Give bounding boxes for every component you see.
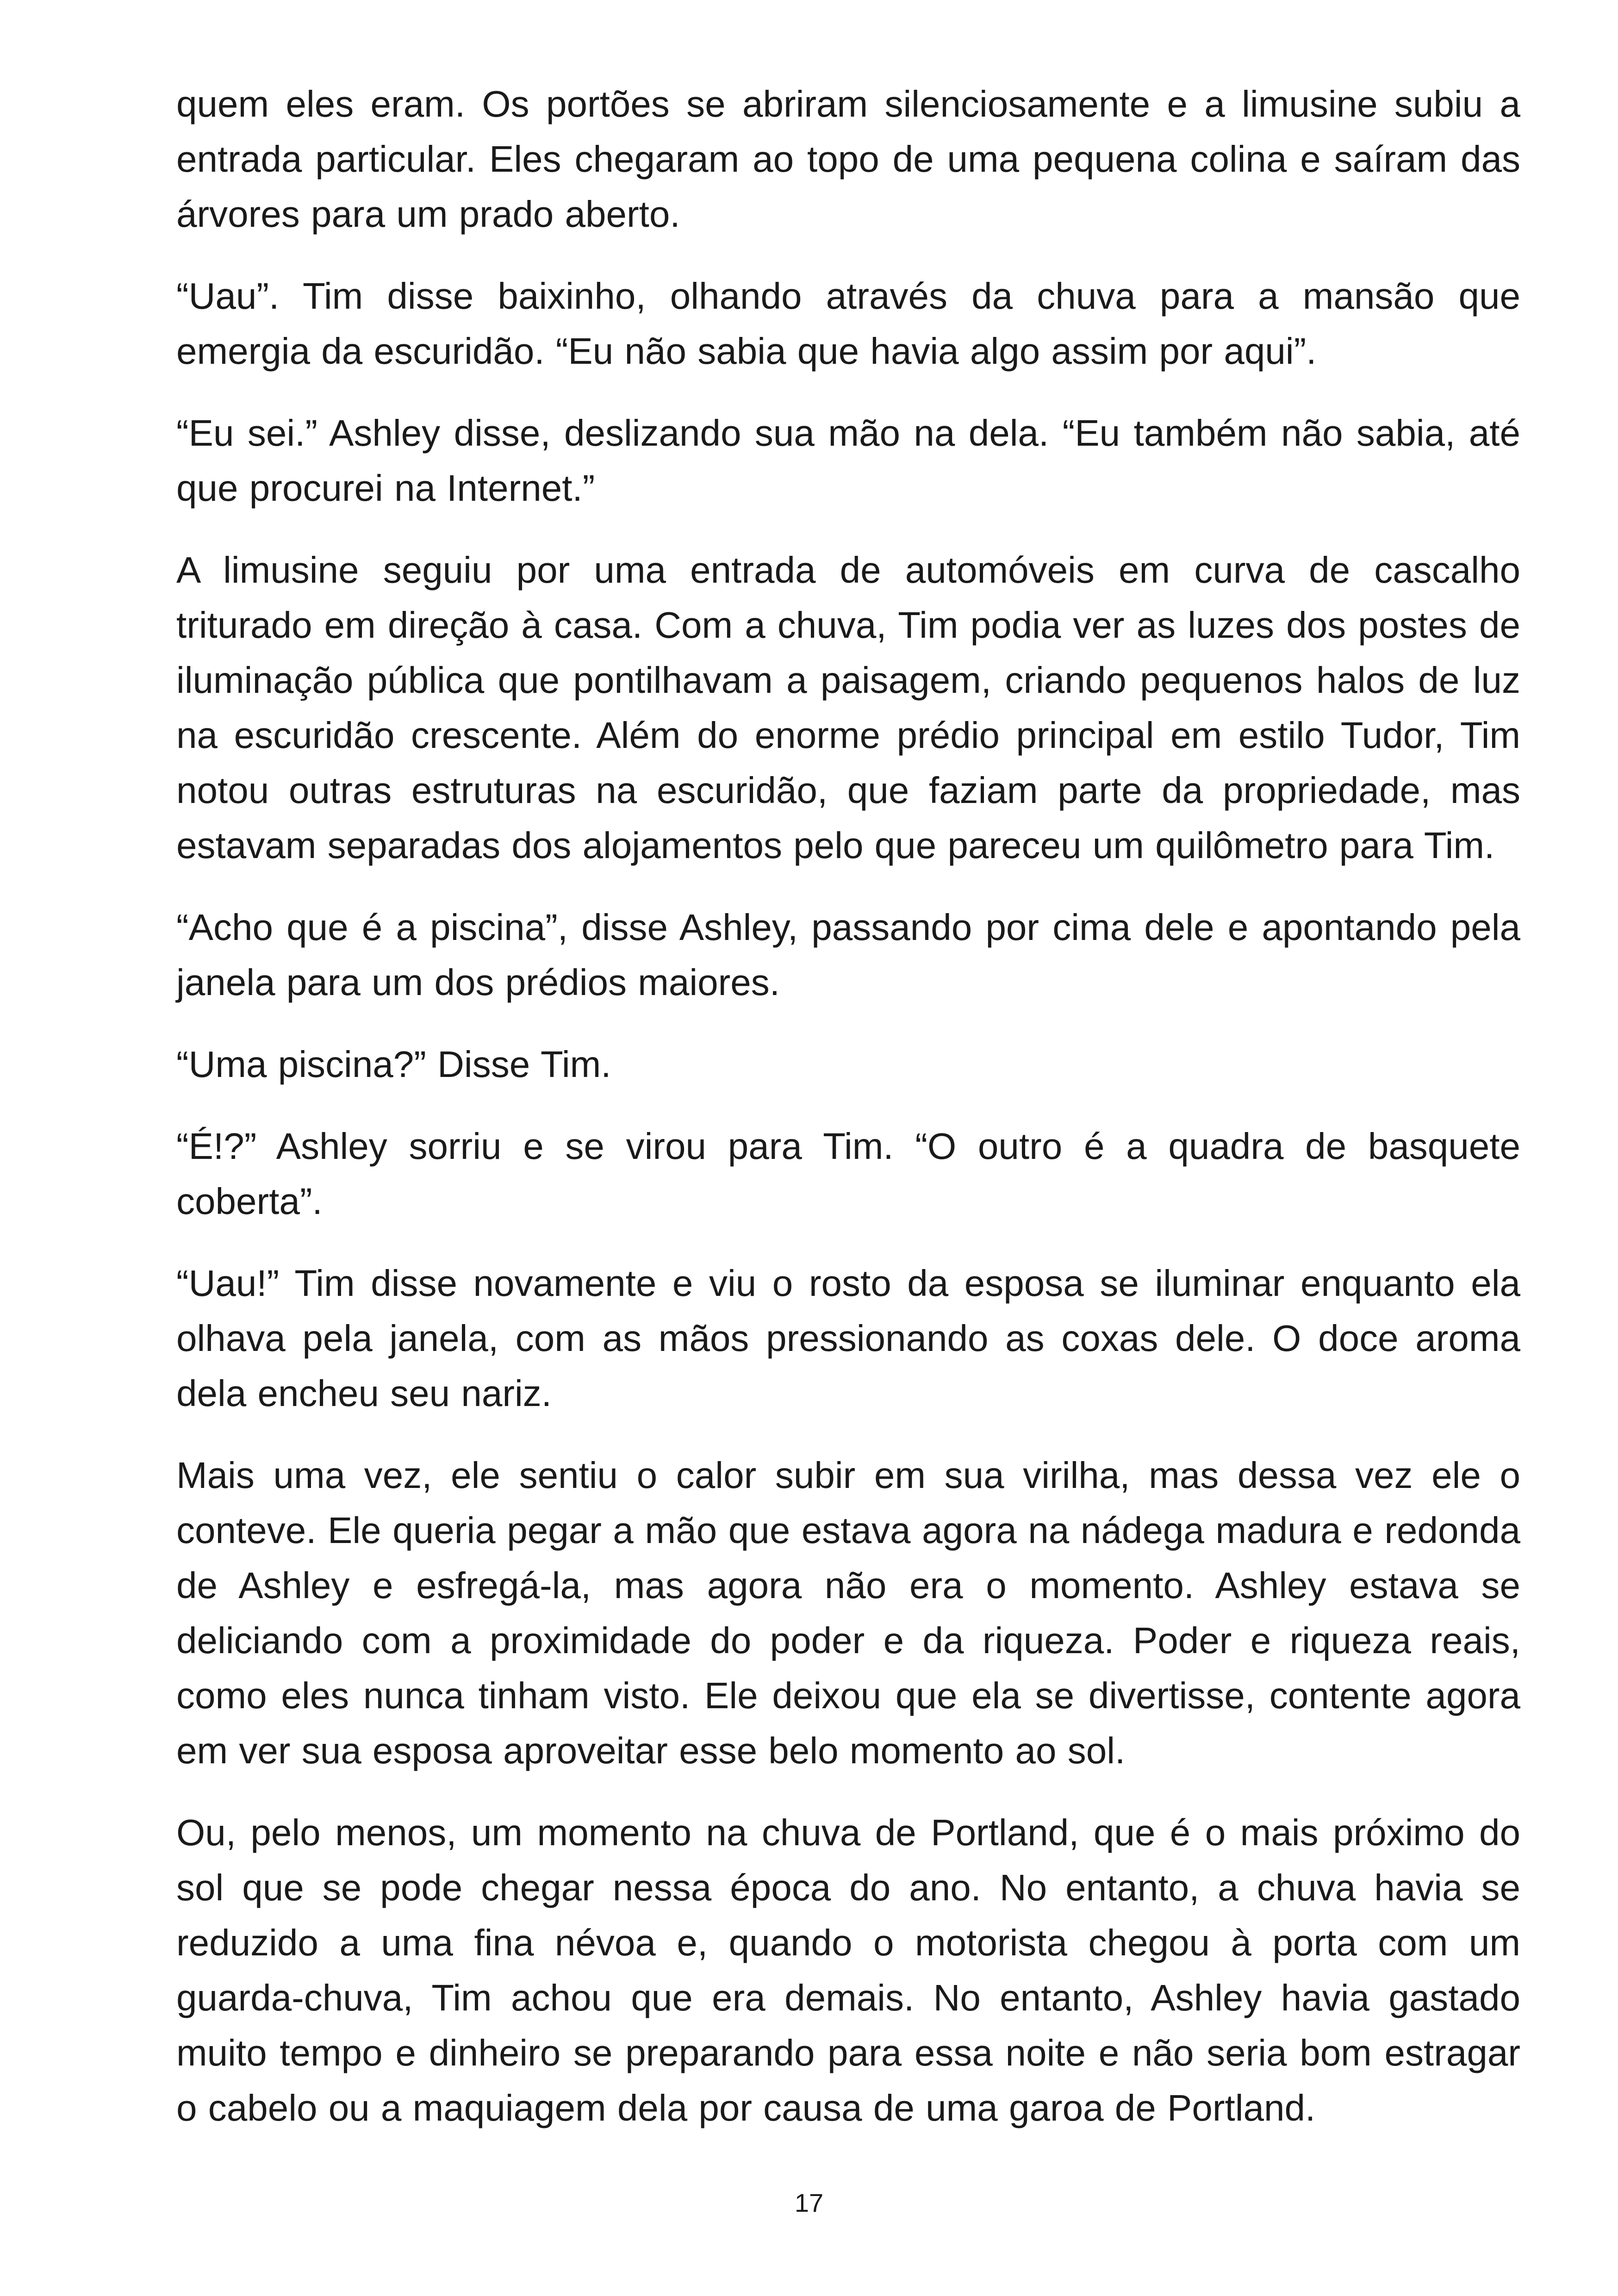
paragraph-1: quem eles eram. Os portões se abriram silenciosamente e a limusine subiu a entrada particular. Eles chegaram ao topo de uma pequena colina e saíram das árvores para um prado aberto. [176, 83, 1520, 235]
paragraph-8: “Uau!” Tim disse novamente e viu o rosto da esposa se iluminar enquanto ela olhava pela janela, com as mãos pressionando as coxas dele. O doce aroma dela encheu seu nariz. [176, 1263, 1520, 1414]
paragraph-10: Ou, pelo menos, um momento na chuva de Portland, que é o mais próximo do sol que se pode chegar nessa época do ano. No entanto, a chuva havia se reduzido a uma fina névoa e, quando o motorista chegou à porta com um guarda-chuva, Tim achou que era demais. No entanto, Ashley havia gastado muito tempo e dinheiro se preparando para essa noite e não seria bom estragar o cabelo ou a maquiagem dela por causa de uma garoa de Portland. [176, 1812, 1520, 2128]
page-body [176, 76, 1520, 2162]
paragraph-7: “É!?” Ashley sorriu e se virou para Tim. “O outro é a quadra de basquete coberta”. [176, 1126, 1520, 1222]
paragraph-2: “Uau”. Tim disse baixinho, olhando através da chuva para a mansão que emergia da escuridão. “Eu não sabia que havia algo assim por aqui”. [176, 275, 1520, 372]
paragraph-3: “Eu sei.” Ashley disse, deslizando sua mão na dela. “Eu também não sabia, até que procurei na Internet.” [176, 412, 1520, 509]
paragraph-9: Mais uma vez, ele sentiu o calor subir em sua virilha, mas dessa vez ele o conteve. Ele queria pegar a mão que estava agora na nádega madura e redonda de Ashley e esfregá-la, mas agora não era o momento. Ashley estava se deliciando com a proximidade do poder e da riqueza. Poder e riqueza reais, como eles nunca tinham visto. Ele deixou que ela se divertisse, contente agora em ver sua esposa aproveitar esse belo momento ao sol. [176, 1455, 1520, 1771]
paragraph-6: “Uma piscina?” Disse Tim. [176, 1044, 611, 1085]
paragraph-4: A limusine seguiu por uma entrada de automóveis em curva de cascalho triturado em direção à casa. Com a chuva, Tim podia ver as luzes dos postes de iluminação pública que pontilhavam a paisagem, criando pequenos halos de luz na escuridão crescente. Além do enorme prédio principal em estilo Tudor, Tim notou outras estruturas na escuridão, que faziam parte da propriedade, mas estavam separadas dos alojamentos pelo que pareceu um quilômetro para Tim. [176, 549, 1520, 866]
paragraph-5: “Acho que é a piscina”, disse Ashley, passando por cima dele e apontando pela janela para um dos prédios maiores. [176, 907, 1520, 1003]
page-number: 17 [794, 2188, 824, 2217]
